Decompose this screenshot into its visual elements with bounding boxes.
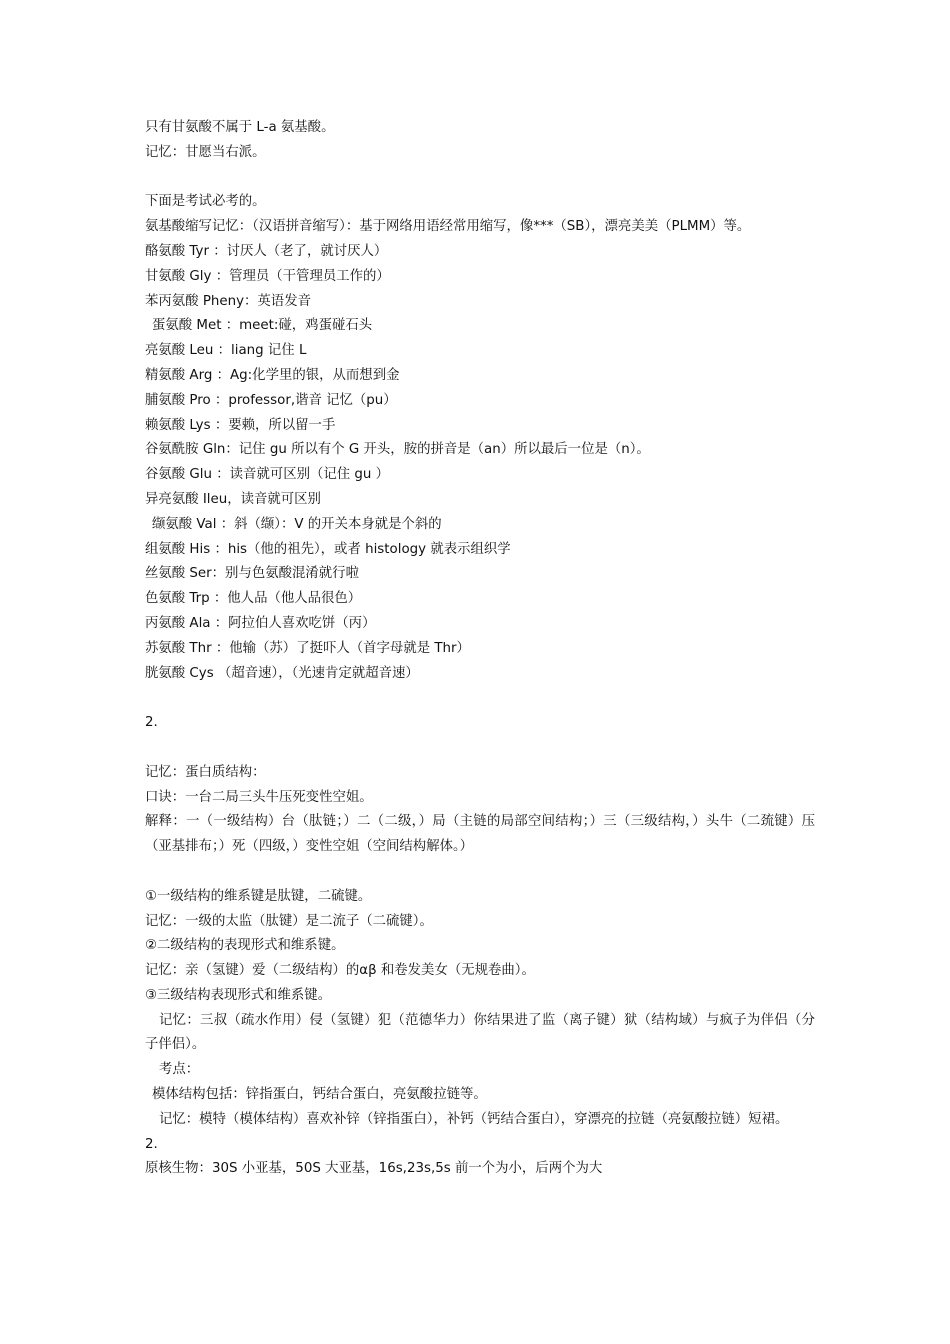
amino-acid-line-pro: 脯氨酸 Pro ：professor,谐音 记忆（pu） xyxy=(145,392,397,408)
text-line: 记忆：亲（氢键）爱（二级结构）的αβ 和卷发美女（无规卷曲）。 xyxy=(145,963,535,979)
blank-line xyxy=(145,736,815,761)
text-line: 记忆：蛋白质结构： xyxy=(145,764,266,780)
document-body xyxy=(145,116,815,1182)
text-line: 考点： xyxy=(159,1062,200,1078)
amino-acid-line-gln: 谷氨酰胺 Gln：记住 gu 所以有个 G 开头，胺的拼音是（an）所以最后一位是（n）。 xyxy=(145,442,650,458)
text-line: 只有甘氨酸不属于 L-a 氨基酸。 xyxy=(145,120,335,135)
amino-acid-line-trp: 色氨酸 Trp ：他人品（他人品很色） xyxy=(145,591,362,607)
text-line: 原核生物：30S 小亚基，50S 大亚基，16s,23s,5s 前一个为小，后两个为大 xyxy=(145,1161,603,1177)
amino-acid-line-ser: 丝氨酸 Ser：别与色氨酸混淆就行啦 xyxy=(145,566,359,582)
amino-acid-line-leu: 亮氨酸 Leu ：liang 记住 L xyxy=(145,343,307,359)
section-number: 2. xyxy=(145,1136,158,1152)
amino-acid-line-val: 缬氨酸 Val ：斜（缬）：V 的开关本身就是个斜的 xyxy=(152,516,442,532)
blank-line xyxy=(145,166,815,191)
amino-acid-line-thr: 苏氨酸 Thr ：他输（苏）了挺吓人（首字母就是 Thr） xyxy=(145,640,470,656)
text-line: 记忆：一级的太监（肽键）是二流子（二硫键）。 xyxy=(145,913,433,929)
amino-acid-line-cys: 胱氨酸 Cys （超音速），（光速肯定就超音速） xyxy=(145,665,419,681)
text-line: 下面是考试必考的。 xyxy=(145,194,266,210)
amino-acid-line-ala: 丙氨酸 Ala ：阿拉伯人喜欢吃饼（丙） xyxy=(145,615,376,631)
text-line: ①一级结构的维系键是肽键，二硫键。 xyxy=(145,888,372,904)
text-line: 口诀：一台二局三头牛压死变性空姐。 xyxy=(145,789,373,805)
blank-line xyxy=(145,686,815,711)
text-line: 氨基酸缩写记忆：（汉语拼音缩写）：基于网络用语经常用缩写，像***（SB），漂亮美美（PLMM）等。 xyxy=(145,219,751,235)
amino-acid-line-met: 蛋氨酸 Met ：meet:碰，鸡蛋碰石头 xyxy=(152,318,373,334)
amino-acid-line-arg: 精氨酸 Arg ：Ag:化学里的银，从而想到金 xyxy=(145,367,400,383)
amino-acid-line-glu: 谷氨酸 Glu ：读音就可区别（记住 gu ） xyxy=(145,467,390,483)
amino-acid-line-gly: 甘氨酸 Gly ：管理员（干管理员工作的） xyxy=(145,268,390,284)
amino-acid-line-ileu: 异亮氨酸 Ileu，读音就可区别 xyxy=(145,491,321,507)
text-line: ②二级结构的表现形式和维系键。 xyxy=(145,938,345,954)
text-line: 记忆：甘愿当右派。 xyxy=(145,144,266,160)
text-paragraph: 解释：一（一级结构）台（肽链；）二（二级，）局（主链的局部空间结构；）三（三级结构，）头牛（二巯键）压（亚基排布；）死（四级，）变性空姐（空间结构解体。） xyxy=(145,814,815,855)
amino-acid-line-lys: 赖氨酸 Lys ：要赖，所以留一手 xyxy=(145,417,336,433)
text-paragraph: 记忆：模特（模体结构）喜欢补锌（锌指蛋白），补钙（钙结合蛋白），穿漂亮的拉链（亮氨酸拉链）短裙。 xyxy=(159,1111,789,1127)
text-paragraph: 记忆：三叔（疏水作用）侵（氢键）犯（范德华力）你结果进了监（离子键）狱（结构域）与疯子为伴侣（分子伴侣）。 xyxy=(145,1012,815,1053)
amino-acid-line-tyr: 酪氨酸 Tyr ：讨厌人（老了，就讨厌人） xyxy=(145,243,388,259)
text-line: 模体结构包括：锌指蛋白，钙结合蛋白，亮氨酸拉链等。 xyxy=(152,1087,487,1103)
section-number: 2. xyxy=(145,715,158,731)
text-line: ③三级结构表现形式和维系键。 xyxy=(145,987,332,1003)
amino-acid-line-his: 组氨酸 His ：his（他的祖先），或者 histology 就表示组织学 xyxy=(145,541,511,557)
amino-acid-line-pheny: 苯丙氨酸 Pheny：英语发音 xyxy=(145,293,311,309)
blank-line xyxy=(145,860,815,885)
